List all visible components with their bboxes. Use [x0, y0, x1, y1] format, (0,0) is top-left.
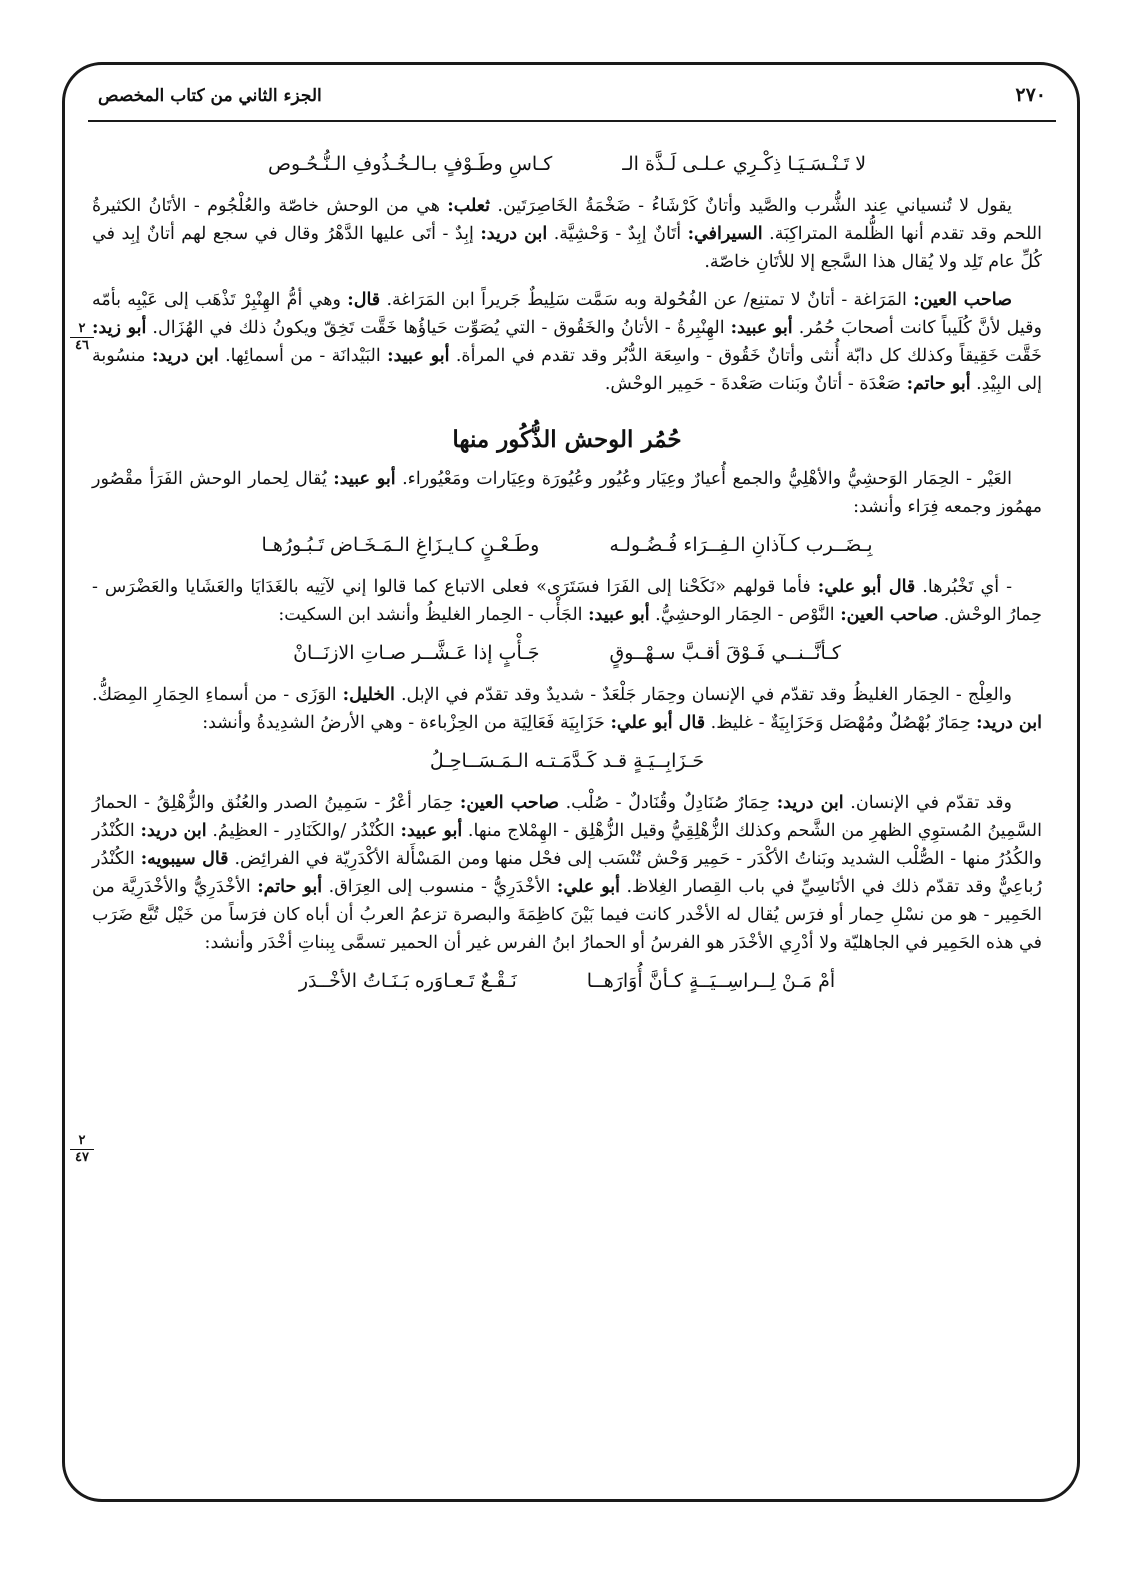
scholar-label: صاحب العين:	[913, 290, 1012, 310]
paragraph-text: المَرَاغة - أتانٌ لا تمتنِع/ عن الفُحُولة وبه سَمَّت سَلِيطٌ جَريراً ابن المَرَاغة.	[380, 290, 914, 310]
paragraph-5	[92, 681, 1042, 737]
verse-second-hemistich: وطَـعْـنٍ كـايـزَاغِ الـمَـخَـاض تَـبُـورُهـا	[261, 534, 540, 556]
verse-first-hemistich: لا تَـنْـسَـيَـا ذِكْـرِي عـلـى لَـذَّة الـ	[622, 153, 867, 175]
paragraph-text: حِمَارٌ بُهْصُلٌ ومُهْصَل وَحَزَابِيَةٌ - غليظ.	[705, 713, 977, 733]
paragraph-text: حِمَارٌ صُنَادِلٌ وقُنَادلٌ - صُلْب.	[558, 793, 777, 813]
paragraph-text: الأخْدَرِيُّ والأخْدَرِيَّة من الحَمِير - هو من نسْلِ حِمار أو فرَس يُقال له الأخْدر كانت فيما بَيْنَ كاظِمَةَ والبصرة تزعمُ العربُ أن أباه كان فرَساً من خَيْل تُبَّع ضَرَب في هذه الحَمِير في الجاهليّة ولا أدْرِي الأخْدَر هو الفرسُ أو الحمارُ ابنُ الفرس غير أن الحمير تسمَّى بِبناتِ أخْدَر وأنشد:	[92, 877, 1042, 953]
verse-first-hemistich: أمْ مَـنْ لِــراسِــيَــةٍ كـأنَّ أُوَارَهــا	[586, 970, 836, 992]
scholar-label: قال:	[347, 290, 381, 310]
paragraph-1	[92, 192, 1042, 276]
paragraph-text: الأخْدَرِيُّ - منسوب إلى العِرَاق.	[322, 877, 557, 897]
verse-first-hemistich: بِـضَــرب كـآذانِ الـفِــرَاء فُـضُـولـه	[609, 534, 873, 556]
verse-5	[92, 967, 1042, 995]
margin-page-ref-46	[70, 322, 94, 353]
paragraph-6	[92, 789, 1042, 957]
margin-ref-page: ٤٦	[75, 338, 89, 353]
paragraph-text: النَّوْص - الحِمَار الوحشِيُّ.	[649, 605, 841, 625]
paragraph-text: وقد تقدّم في الإنسان.	[843, 793, 1012, 813]
paragraph-text: الهِنْبِرةُ - الأتانُ والخَقُوق - التي يُصَوِّت حَياؤُها خَقَّت تَخِقّ ويكونُ ذلك في الهُزَال.	[146, 318, 731, 338]
scholar-label: ابن دريد:	[480, 224, 548, 244]
paragraph-text: يُقال لِحمار الوحش الفَرَأ مقْصُور مهمُوز وجمعه فِرَاء وأنشد:	[92, 469, 1042, 517]
paragraph-text: حَزَابِيَة فَعَالِيَة من الحِزْباءة - وهي الأرضُ الشدِيدةُ وأنشد:	[202, 713, 611, 733]
scholar-label: أبو زيد:	[92, 318, 147, 338]
scholar-label: قال أبو علي:	[610, 713, 706, 733]
paragraph-text: منسُوبة إلى البِيْدِ.	[92, 346, 1042, 394]
scholar-label: أبو علي:	[556, 877, 620, 897]
verse-second-hemistich: نَـقْـعٌ تَـعـاوَره بَـنَـاتُ الأخْــدَر	[298, 970, 517, 992]
scholar-label: صاحب العين:	[459, 793, 559, 813]
scholar-label: ابن دريد:	[140, 821, 207, 841]
scholar-label: ثعلب:	[447, 196, 491, 216]
scholar-label: أبو حاتم:	[257, 877, 323, 897]
paragraph-text: الجَأْب - الحِمار الغليظُ وأنشد ابن السكيت:	[278, 605, 589, 625]
scholar-label: ابن دريد:	[776, 793, 844, 813]
paragraph-text: خَقَّت خَقِيقاً وكذلك كل دابّة أُنثى وأتانٌ خَقُوق - واسِعَة الدُّبُر وقد تقدم في المرأة.	[449, 346, 1042, 366]
scholar-label: أبو عبيد:	[387, 346, 450, 366]
paragraph-text: والعِلْج - الحِمَار الغليظُ وقد تقدّم في الإنسان وحِمَار جَلْعَدٌ - شديدٌ وقد تقدّم في الإبل.	[394, 685, 1012, 705]
scholar-label: أبو حاتم:	[906, 374, 971, 394]
scholar-label: صاحب العين:	[840, 605, 939, 625]
scholar-label: قال سيبويه:	[140, 849, 229, 869]
margin-ref-volume: ٢	[78, 321, 86, 336]
paragraph-text: البَيْدانَة - من أسمائِها.	[218, 346, 388, 366]
scholar-label: السيرافي:	[687, 224, 763, 244]
paragraph-text: العَيْر - الحِمَار الوَحشِيُّ والأهْلِيُّ والجمع أُعيارٌ وعِيَار وعُيُور وعُيُورَة وعِيَارات ومَعْيُوراء.	[395, 469, 1013, 489]
paragraph-text: الوَزَى - من أسماءِ الحِمَارِ المِصَكُّ.	[92, 685, 343, 705]
paragraph-text: أتَانٌ إبِدٌ - وَحْشِيَّة.	[547, 224, 688, 244]
scholar-label: أبو عبيد:	[588, 605, 650, 625]
paragraph-text: الكُنْدُر /والكَنَادِر - العظِيمُ.	[206, 821, 401, 841]
scholar-label: قال أبو علي:	[817, 577, 916, 597]
paragraph-4	[92, 573, 1042, 629]
paragraph-text: فأما قولهم «نَكَحْنا إلى الفَرَا فسَتَرَى» فعلى الاتباع كما قالوا إني لآتِيه بالغَدَايَا والعَشَايا والعَضْرَس - حِمارُ الوحْش.	[92, 577, 1042, 625]
scholar-label: الخليل:	[342, 685, 395, 705]
running-title: الجزء الثاني من كتاب المخصص	[98, 86, 322, 106]
scholar-label: أبو عبيد:	[730, 318, 793, 338]
paragraph-2	[92, 286, 1042, 398]
paragraph-text: صَعْدَة - أتانٌ وبَنات صَعْدةَ - حَمِير الوحْش.	[604, 374, 907, 394]
verse-4	[92, 747, 1042, 775]
paragraph-text: الكُنْدُر رُباعِيٌّ وقد تقدّم ذلك في الأنَاسِيِّ في باب القِصار الغِلاظ.	[92, 849, 1043, 897]
paragraph-text: يقول لا تُنسياني عِند الشُّرب والصَّيد وأتانٌ كَرْشَاءُ - ضَخْمَةُ الخَاصِرَتَين.	[490, 196, 1013, 216]
scholar-label: ابن دريد:	[976, 713, 1042, 733]
verse-3	[92, 639, 1042, 667]
paragraph-3	[92, 465, 1042, 521]
page-header	[88, 80, 1056, 122]
paragraph-text: إبِدٌ - أتَى عليها الدَّهْرُ وقال في سجع لهم أتانٌ إبِد في كُلِّ عام تَلِد ولا يُقال هذا السَّجع إلا للأتَانِ خاصّة.	[92, 224, 1042, 272]
margin-ref-volume: ٢	[78, 1133, 86, 1148]
paragraph-text: حِمَار أعْرُ - سَمِينُ الصدر والعُنُق والزُّهْلِقُ - الحمارُ السَّمِينُ المُستوِي الظهرِ من الشَّحم وكذلك الزُّهْلِقِيُّ وقيل الزُّهْلِق - الهِمْلاج منها.	[92, 793, 1042, 841]
section-heading: حُمُر الوحش الذُّكُور منها	[452, 426, 682, 453]
scholar-label: ابن دريد:	[151, 346, 219, 366]
verse-first-hemistich: كـأنَّــنــي فَـوْقَ أقـبَّ سـهْــوقٍ	[609, 642, 841, 664]
page-number: ٢٧٠	[1015, 84, 1046, 106]
paragraph-text: هي من الوحش خاصّة والعُلْجُوم - الأتَانُ الكثيرةُ اللحم وقد تقدم أنها الظُّلمة المتراكِبَة.	[92, 196, 1042, 244]
verse-second-hemistich: جَـأْبٍ إذا عَـشَّــر صـاتِ الازنَــانْ	[293, 642, 540, 664]
margin-ref-page: ٤٧	[75, 1150, 89, 1165]
paragraph-text: الكُنْدُر والكُدُرُ منها - الصُّلْب الشديد وبَناتُ الأكْدَر - حَمِير وَحْش تُنْسَب إلى فحْل منها ومن المَسْأَلة الأكْدَرِيّة في الفرائِض.	[92, 821, 1042, 869]
margin-page-ref-47	[70, 1134, 94, 1165]
paragraph-text: وهي أمُّ الهِنْبِرْ تَذْهَب إلى عَيْبِه بأمّه وقيل لأنَّ كُلَيباً كانت أصحابَ حُمُر.	[92, 290, 1042, 338]
verse-2	[92, 531, 1042, 559]
page-body	[92, 146, 1042, 1009]
paragraph-text: - أي تَخْبُرها.	[915, 577, 1013, 597]
verse-second-hemistich: كـاسِ وطَـوْفٍ بـالـخُـذُوفِ الـنُّـحُـوص	[267, 153, 553, 175]
scholar-label: أبو عبيد:	[400, 821, 463, 841]
verse-single-hemistich: حَـزَابِــيَـةٍ قـد كَـدَّمَـتـه الـمَـسَــاحِـلُ	[429, 750, 705, 772]
verse-1	[92, 150, 1042, 178]
scholar-label: أبو عبيد:	[333, 469, 396, 489]
